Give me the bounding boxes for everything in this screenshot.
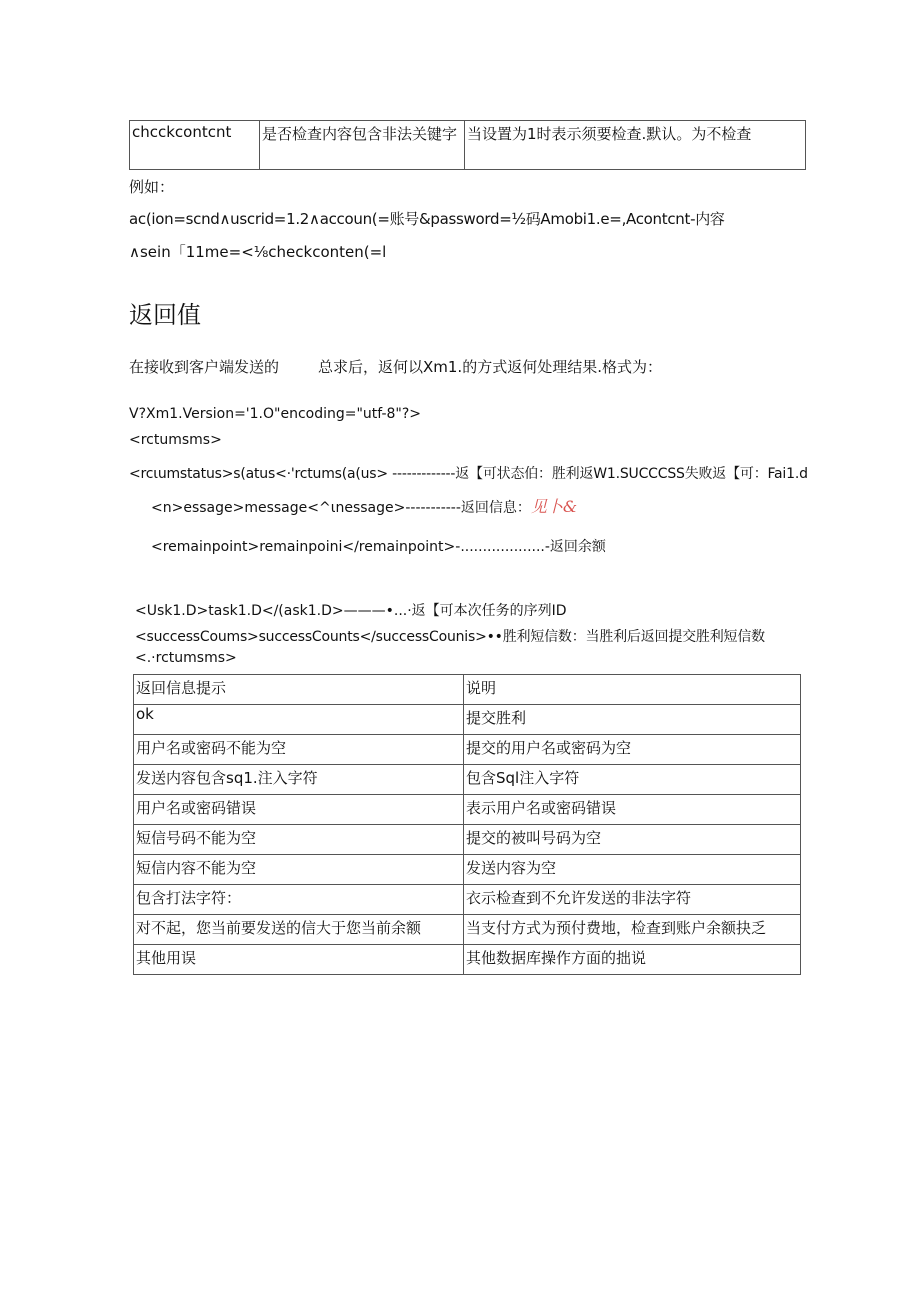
xml-root-close: <.·rctumsms>: [135, 650, 237, 666]
table-row: [134, 945, 801, 975]
parameter-table: [129, 120, 806, 170]
table-row: [134, 765, 801, 795]
table-row: [134, 735, 801, 765]
info-cell: 短信内容不能为空: [134, 855, 464, 885]
xml-root-open: <rctumsms>: [129, 432, 222, 448]
info-cell: 其他用误: [134, 945, 464, 975]
param-desc-cell: 是否检查内容包含非法关键字: [260, 121, 465, 170]
desc-cell: 衣示检查到不允许发送的非法字符: [464, 885, 801, 915]
desc-cell: 其他数据库操作方面的拙说: [464, 945, 801, 975]
desc-cell: 发送内容为空: [464, 855, 801, 885]
param-note-cell: 当设置为1时表示须要检查.默认。为不检查: [465, 121, 806, 170]
info-cell: 对不起，您当前要发送的信大于您当前余额: [134, 915, 464, 945]
example-line-2: ∧sein「11me=<⅛checkconten(=l: [129, 243, 387, 261]
header-cell-info: 返回信息提示: [134, 675, 464, 705]
desc-cell: 表示用户名或密码错误: [464, 795, 801, 825]
info-cell: 用户名或密码不能为空: [134, 735, 464, 765]
table-row: [134, 795, 801, 825]
table-row: [134, 855, 801, 885]
return-info-table: [133, 674, 801, 975]
desc-cell: 提交的用户名或密码为空: [464, 735, 801, 765]
example-label: 例如：: [129, 178, 175, 196]
info-cell: 发送内容包含sq1.注入字符: [134, 765, 464, 795]
table-row: [134, 825, 801, 855]
intro-text-b: 总求后，返何以Xm1.的方式返何处理结果.格式为：: [318, 358, 662, 376]
xml-successcounts-line: <successCoums>successCounts<∕successCounis>••胜利短信数：当胜利后返回提交胜利短信数: [135, 629, 765, 645]
desc-cell: 提交胜利: [464, 705, 801, 735]
xml-remainpoint-line: <remainpoint>remainpoini<∕remainpoint>-...................-返回余额: [151, 539, 606, 555]
desc-cell: 当支付方式为预付费地，检查到账户余额抉乏: [464, 915, 801, 945]
table-row: [134, 885, 801, 915]
section-title: 返回值: [129, 301, 201, 329]
param-name-cell: chcckcontcnt: [130, 121, 260, 170]
info-cell: ok: [134, 705, 464, 735]
table-row: [130, 121, 806, 170]
desc-cell: 包含Sql注入字符: [464, 765, 801, 795]
xml-declaration: V?Xm1.Version='1.O"encoding="utf-8"?>: [129, 406, 422, 422]
table-row: [134, 705, 801, 735]
desc-cell: 提交的被叫号码为空: [464, 825, 801, 855]
table-row: [134, 915, 801, 945]
table-header-row: [134, 675, 801, 705]
xml-status-line: <rcιumstatus>s(atus<·'rctums(a(us> -------------返【可状态伯：胜利返W1.SUCCCSS失败返【可：Fai1.d: [129, 466, 808, 482]
xml-taskid-line: <Usk1.D>task1.D<∕(ask1.D>———•...·返【可本次任务的序列ID: [135, 603, 567, 619]
intro-text-a: 在接收到客户端发送的: [129, 358, 280, 376]
info-cell: 短信号码不能为空: [134, 825, 464, 855]
info-cell: 用户名或密码错误: [134, 795, 464, 825]
header-cell-desc: 说明: [464, 675, 801, 705]
xml-message-line: [151, 494, 577, 517]
example-line-1: ac(ion=scnd∧uscrid=1.2∧accoun(=账号&password=½码Amobi1.e=,Acontcnt-内容: [129, 210, 725, 228]
xml-message-text: <n>essage>message<^ιnessage>-----------返回信息：: [151, 500, 531, 516]
info-cell: 包含打法字符：: [134, 885, 464, 915]
xml-message-note: 见卜&: [530, 497, 578, 516]
